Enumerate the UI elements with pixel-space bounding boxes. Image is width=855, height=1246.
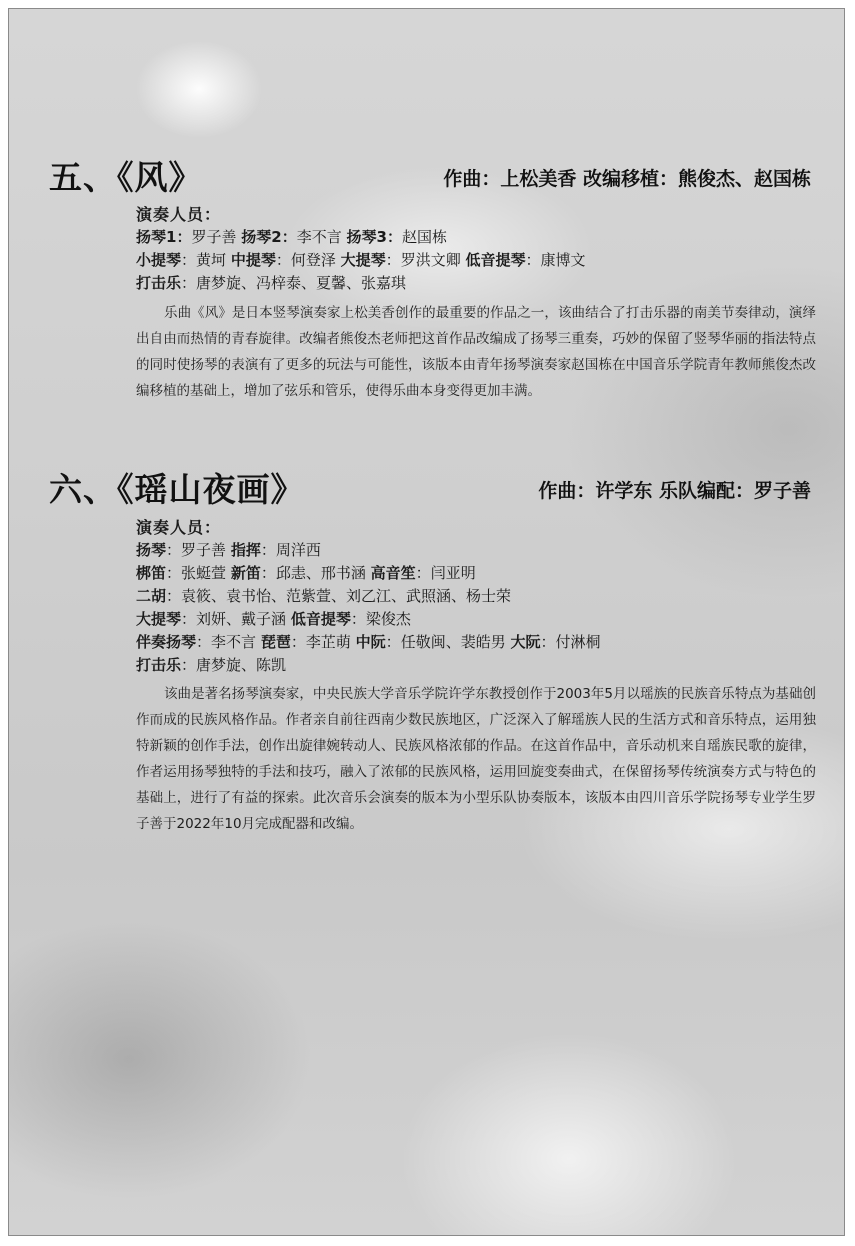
performer-line (136, 654, 816, 677)
performer-role: 大提琴 (340, 251, 386, 269)
role-separator: ： (385, 251, 401, 269)
role-separator: ： (350, 610, 366, 628)
role-separator: ： (260, 564, 276, 582)
performer-names: 梁俊杰 (365, 610, 411, 628)
role-separator: ： (275, 251, 291, 269)
performer-role: 指挥 (230, 541, 261, 559)
performers-list (136, 204, 816, 295)
role-separator: ： (181, 251, 197, 269)
performer-role: 扬琴2 (241, 228, 282, 246)
role-separator: ： (386, 228, 402, 246)
role-separator: ： (385, 633, 401, 651)
performer-line (136, 631, 816, 654)
performer-role: 低音提琴 (465, 251, 526, 269)
performers-heading: 演奏人员： (136, 518, 222, 537)
performer-role: 低音提琴 (290, 610, 351, 628)
role-separator: ： (260, 541, 276, 559)
performer-names: 周洋西 (275, 541, 321, 559)
role-separator: ： (415, 564, 431, 582)
performer-names: 罗子善 (181, 541, 227, 559)
performer-role: 扬琴 (136, 541, 167, 559)
performer-names: 何登泽 (290, 251, 336, 269)
performer-role: 扬琴1 (136, 228, 177, 246)
performer-names: 赵国栋 (401, 228, 447, 246)
performer-role: 梆笛 (136, 564, 167, 582)
piece-description: 该曲是著名扬琴演奏家，中央民族大学音乐学院许学东教授创作于2003年5月以瑶族的民族音乐特点为基础创作而成的民族风格作品。作者亲自前往西南少数民族地区，广泛深入了解瑶族人民的生活方式和音乐特点，运用独特新颖的创作手法，创作出旋律婉转动人、民族风格浓郁的作品。在这首作品中，音乐动机来自瑶族民歌的旋律，作者运用扬琴独特的手法和技巧，融入了浓郁的民族风格，运用回旋变奏曲式，在保留扬琴传统演奏方式与特色的基础上，进行了有益的探索。此次音乐会演奏的版本为小型乐队协奏版本，该版本由四川音乐学院扬琴专业学生罗子善于2022年10月完成配器和改编。 (136, 686, 816, 832)
performer-role: 打击乐 (136, 274, 182, 292)
performer-line (136, 539, 816, 562)
role-separator: ： (290, 633, 306, 651)
program-section-wind (9, 152, 845, 399)
performer-line (136, 608, 816, 631)
performer-role: 大阮 (510, 633, 541, 651)
performer-names: 付淋桐 (555, 633, 601, 651)
performer-names: 唐梦旋、冯梓泰、夏馨、张嘉琪 (196, 274, 407, 292)
performer-names: 刘妍、戴子涵 (196, 610, 287, 628)
role-separator: ： (181, 274, 197, 292)
role-separator: ： (540, 633, 556, 651)
performer-line (136, 585, 816, 608)
section-heading (9, 464, 845, 514)
performer-role: 扬琴3 (346, 228, 387, 246)
role-separator: ： (196, 633, 212, 651)
role-separator: ： (181, 610, 197, 628)
performer-names: 李芷萌 (305, 633, 351, 651)
performer-names: 袁筱、袁书怡、范紫萱、刘乙江、武照涵、杨士荣 (181, 587, 512, 605)
performer-line (136, 272, 816, 295)
performer-names: 张蜓萱 (181, 564, 227, 582)
role-separator: ： (176, 228, 192, 246)
performer-role: 二胡 (136, 587, 167, 605)
section-title: 六、《瑶山夜画》 (49, 470, 305, 509)
performer-role: 打击乐 (136, 656, 182, 674)
composer-credits: 作曲：上松美香 改编移植：熊俊杰、赵国栋 (443, 168, 811, 190)
performer-names: 唐梦旋、陈凯 (196, 656, 287, 674)
role-separator: ： (166, 587, 182, 605)
performer-names: 闫亚明 (430, 564, 476, 582)
performer-names: 李不言 (296, 228, 342, 246)
role-separator: ： (281, 228, 297, 246)
performer-names: 罗洪文卿 (400, 251, 461, 269)
role-separator: ： (525, 251, 541, 269)
performer-names: 康博文 (540, 251, 586, 269)
performer-line (136, 226, 816, 249)
role-separator: ： (181, 656, 197, 674)
performer-role: 中提琴 (230, 251, 276, 269)
section-heading (9, 152, 845, 202)
performer-names: 邱恚、邢书涵 (275, 564, 366, 582)
performer-names: 任敬闽、裴皓男 (400, 633, 506, 651)
program-page (8, 8, 845, 1236)
performers-list (136, 517, 816, 677)
performer-names: 李不言 (211, 633, 257, 651)
performer-line (136, 562, 816, 585)
performer-line (136, 249, 816, 272)
performer-role: 新笛 (230, 564, 261, 582)
role-separator: ： (166, 564, 182, 582)
performer-names: 黄坷 (196, 251, 227, 269)
program-section-yaoshan (9, 464, 845, 832)
section-title: 五、《风》 (49, 158, 203, 197)
role-separator: ： (166, 541, 182, 559)
performer-role: 小提琴 (136, 251, 182, 269)
performer-role: 琵琶 (260, 633, 291, 651)
performer-role: 中阮 (355, 633, 386, 651)
piece-description: 乐曲《风》是日本竖琴演奏家上松美香创作的最重要的作品之一，该曲结合了打击乐器的南美节奏律动，演绎出自由而热情的青春旋律。改编者熊俊杰老师把这首作品改编成了扬琴三重奏，巧妙的保留了竖琴华丽的指法特点的同时使扬琴的表演有了更多的玩法与可能性，该版本由青年扬琴演奏家赵国栋在中国音乐学院青年教师熊俊杰改编移植的基础上，增加了弦乐和管乐，使得乐曲本身变得更加丰满。 (136, 305, 816, 399)
performer-role: 伴奏扬琴 (136, 633, 197, 651)
performer-role: 大提琴 (136, 610, 182, 628)
performer-role: 高音笙 (370, 564, 416, 582)
performers-heading: 演奏人员： (136, 205, 222, 224)
performer-names: 罗子善 (191, 228, 237, 246)
composer-credits: 作曲：许学东 乐队编配：罗子善 (538, 480, 811, 502)
